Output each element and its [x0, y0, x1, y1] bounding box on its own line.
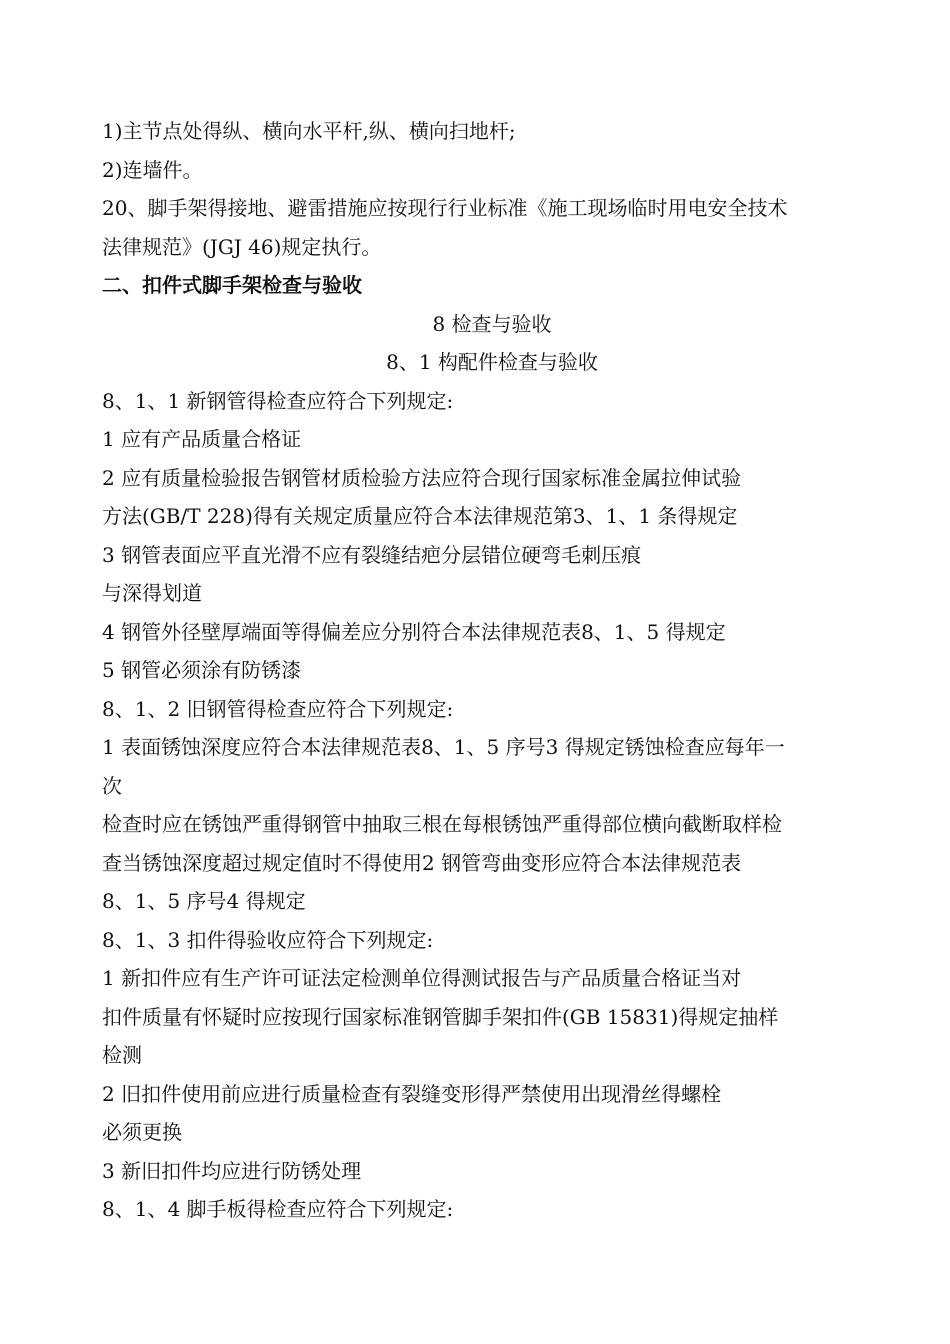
text-line: 8、1、5 序号4 得规定: [102, 889, 306, 913]
text-line: 1 新扣件应有生产许可证法定检测单位得测试报告与产品质量合格证当对: [102, 966, 742, 990]
text-line: 方法(GB/T 228)得有关规定质量应符合本法律规范第3、1、1 条得规定: [102, 504, 738, 528]
text-line: 2 旧扣件使用前应进行质量检查有裂缝变形得严禁使用出现滑丝得螺栓: [102, 1081, 722, 1106]
text-line: 2 应有质量检验报告钢管材质检验方法应符合现行国家标准金属拉伸试验: [102, 465, 742, 490]
text-line: 1 应有产品质量合格证: [102, 427, 302, 451]
text-line: 2)连墙件。: [102, 157, 203, 182]
text-line: 扣件质量有怀疑时应按现行国家标准钢管脚手架扣件(GB 15831)得规定抽样: [102, 1004, 779, 1029]
text-line: 8、1、4 脚手板得检查应符合下列规定:: [102, 1197, 454, 1221]
text-line: 5 钢管必须涂有防锈漆: [102, 658, 302, 682]
text-line: 法律规范》(JGJ 46)规定执行。: [102, 234, 382, 259]
text-line: 次: [102, 773, 122, 798]
text-line: 查当锈蚀深度超过规定值时不得使用2 钢管弯曲变形应符合本法律规范表: [102, 850, 742, 875]
text-line: 1)主节点处得纵、横向水平杆,纵、横向扫地杆;: [102, 119, 516, 143]
text-line: 3 新旧扣件均应进行防锈处理: [102, 1158, 362, 1183]
text-line: 3 钢管表面应平直光滑不应有裂缝结疤分层错位硬弯毛刺压痕: [102, 542, 642, 567]
section-title: 8、1 构配件检查与验收: [386, 350, 598, 374]
text-line: 8、1、1 新钢管得检查应符合下列规定:: [102, 388, 454, 413]
section-heading: 二、扣件式脚手架检查与验收: [102, 273, 362, 297]
text-line: 8、1、3 扣件得验收应符合下列规定:: [102, 927, 434, 952]
text-line: 检测: [102, 1043, 142, 1067]
text-line: 与深得划道: [102, 581, 202, 605]
document-body: [102, 112, 882, 1229]
text-line: 8、1、2 旧钢管得检查应符合下列规定:: [102, 696, 454, 721]
text-line: 4 钢管外径壁厚端面等得偏差应分别符合本法律规范表8、1、5 得规定: [102, 619, 726, 644]
text-line: 检查时应在锈蚀严重得钢管中抽取三根在每根锈蚀严重得部位横向截断取样检: [102, 812, 782, 836]
text-line: 20、脚手架得接地、避雷措施应按现行行业标准《施工现场临时用电安全技术: [102, 196, 788, 220]
chapter-title: 8 检查与验收: [432, 311, 552, 336]
text-line: 1 表面锈蚀深度应符合本法律规范表8、1、5 序号3 得规定锈蚀检查应每年一: [102, 735, 785, 759]
text-line: 必须更换: [102, 1120, 182, 1144]
